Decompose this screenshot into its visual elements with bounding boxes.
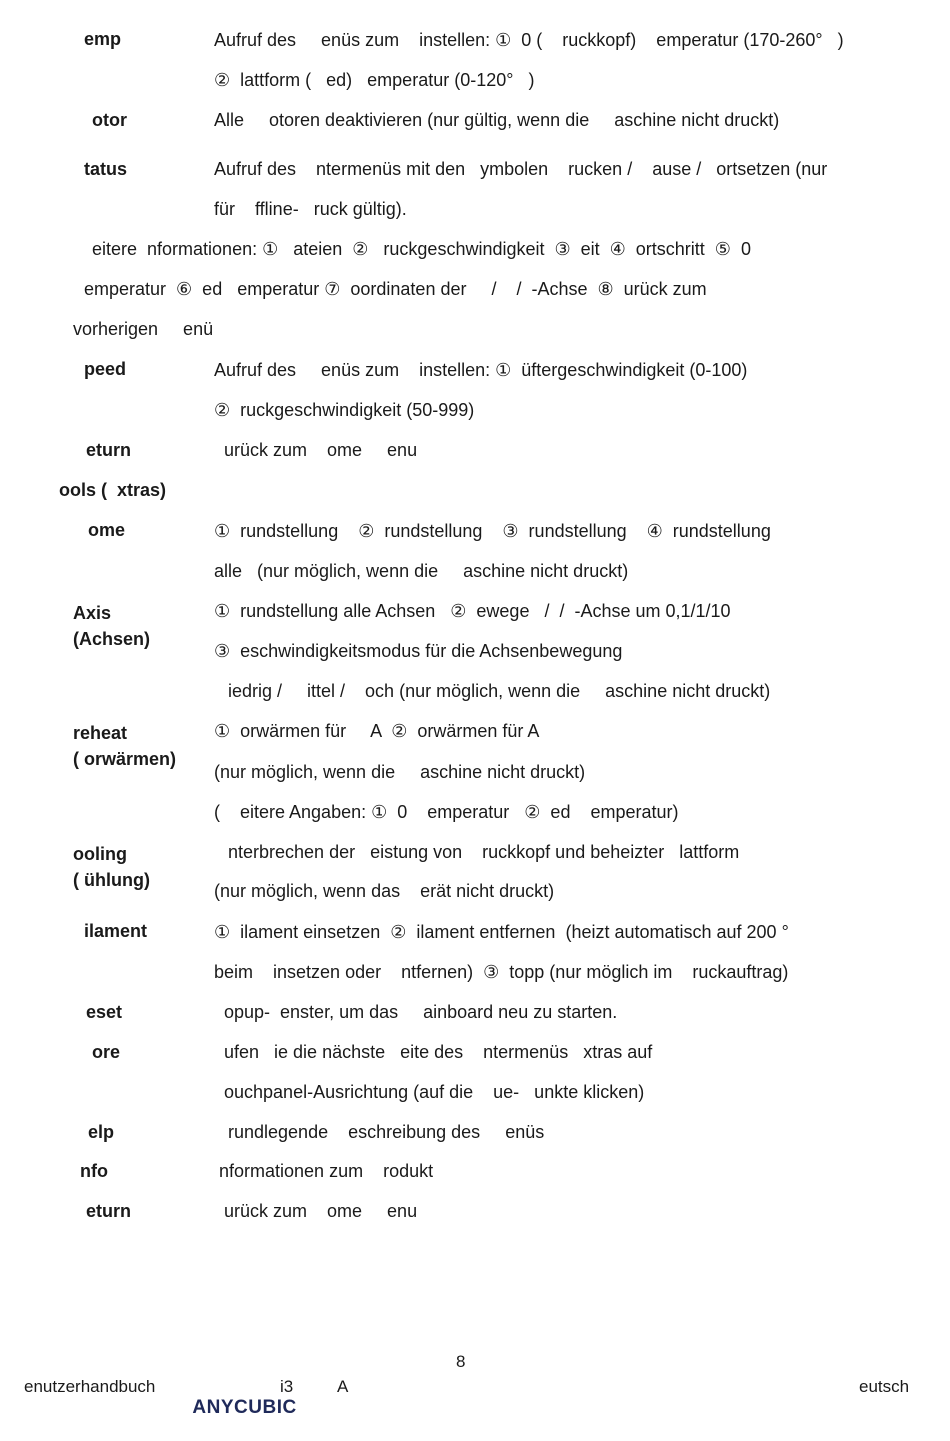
desc-return-2: urück zum ome enu (224, 1201, 418, 1221)
logo-text: ANYCUBIC (192, 1397, 297, 1418)
term-return: eturn (86, 440, 131, 460)
term-help: elp (88, 1122, 115, 1142)
term-cooling: ooling ( ühlung) (73, 844, 150, 890)
desc-help-1: rundlegende eschreibung des enüs (228, 1122, 545, 1142)
term-axis: Axis (Achsen) (73, 603, 151, 649)
desc-preheat-2: (nur möglich, wenn die aschine nicht druckt) (214, 762, 586, 782)
term-return-2: eturn (86, 1201, 131, 1221)
desc-return-1: urück zum ome enu (224, 440, 418, 460)
term-speed: peed (84, 359, 127, 379)
term-home: ome (88, 520, 126, 540)
further-info-line-2: emperatur ⑥ ed emperatur ⑦ oordinaten der / / -Achse ⑧ urück zum (84, 279, 707, 299)
desc-speed-1: Aufruf des enüs zum instellen: ① üftergeschwindigkeit (0-100) (214, 360, 748, 380)
page-number: 8 (456, 1352, 466, 1371)
term-more: ore (92, 1042, 121, 1062)
desc-preheat-3: ( eitere Angaben: ① 0 emperatur ② ed emperatur) (214, 802, 679, 822)
desc-filament-1: ① ilament einsetzen ② ilament entfernen (heizt automatisch auf 200 ° (214, 922, 789, 942)
term-reset: eset (86, 1002, 123, 1022)
desc-axis-1: ① rundstellung alle Achsen ② ewege / / -Achse um 0,1/1/10 (214, 601, 731, 621)
term-preheat: reheat ( orwärmen) (73, 723, 177, 769)
desc-preheat-1: ① orwärmen für A ② orwärmen für A (214, 721, 540, 741)
desc-filament-2: beim insetzen oder ntfernen) ③ topp (nur möglich im ruckauftrag) (214, 962, 789, 982)
footer-manual-label: enutzerhandbuch (24, 1377, 156, 1396)
footer-model: i3 (280, 1377, 294, 1396)
term-motor: otor (92, 110, 127, 130)
desc-home-2: alle (nur möglich, wenn die aschine nicht druckt) (214, 561, 629, 581)
desc-cooling-1: nterbrechen der eistung von ruckkopf und beheizter lattform (228, 842, 740, 862)
desc-status-2: für ffline- ruck gültig). (214, 199, 407, 219)
section-tools-heading: ools ( xtras) (59, 480, 167, 500)
desc-speed-2: ② ruckgeschwindigkeit (50-999) (214, 400, 475, 420)
further-info-line-3: vorherigen enü (73, 319, 214, 339)
desc-more-1: ufen ie die nächste eite des ntermenüs xtras auf (224, 1042, 653, 1062)
desc-status-1: Aufruf des ntermenüs mit den ymbolen rucken / ause / ortsetzen (nur (214, 159, 828, 179)
term-info: nfo (80, 1161, 108, 1181)
desc-axis-2: ③ eschwindigkeitsmodus für die Achsenbewegung (214, 641, 623, 661)
desc-info-1: nformationen zum rodukt (219, 1161, 434, 1181)
desc-cooling-2: (nur möglich, wenn das erät nicht druckt) (214, 881, 555, 901)
term-temp: emp (84, 29, 122, 49)
desc-motor-1: Alle otoren deaktivieren (nur gültig, wenn die aschine nicht druckt) (214, 110, 780, 130)
further-info-line-1: eitere nformationen: ① ateien ② ruckgeschwindigkeit ③ eit ④ ortschritt ⑤ 0 (92, 239, 751, 259)
term-status: tatus (84, 159, 128, 179)
desc-temp-1: Aufruf des enüs zum instellen: ① 0 ( ruckkopf) emperatur (170-260° ) (214, 30, 844, 50)
desc-temp-2: ② lattform ( ed) emperatur (0-120° ) (214, 70, 535, 90)
desc-reset-1: opup- enster, um das ainboard neu zu starten. (224, 1002, 618, 1022)
term-filament: ilament (84, 921, 148, 941)
desc-more-2: ouchpanel-Ausrichtung (auf die ue- unkte klicken) (224, 1082, 645, 1102)
anycubic-logo (170, 1375, 297, 1441)
desc-home-1: ① rundstellung ② rundstellung ③ rundstellung ④ rundstellung (214, 521, 771, 541)
footer-variant: A (337, 1377, 349, 1396)
footer-language: eutsch (859, 1377, 910, 1396)
desc-axis-3: iedrig / ittel / och (nur möglich, wenn die aschine nicht druckt) (228, 681, 771, 701)
